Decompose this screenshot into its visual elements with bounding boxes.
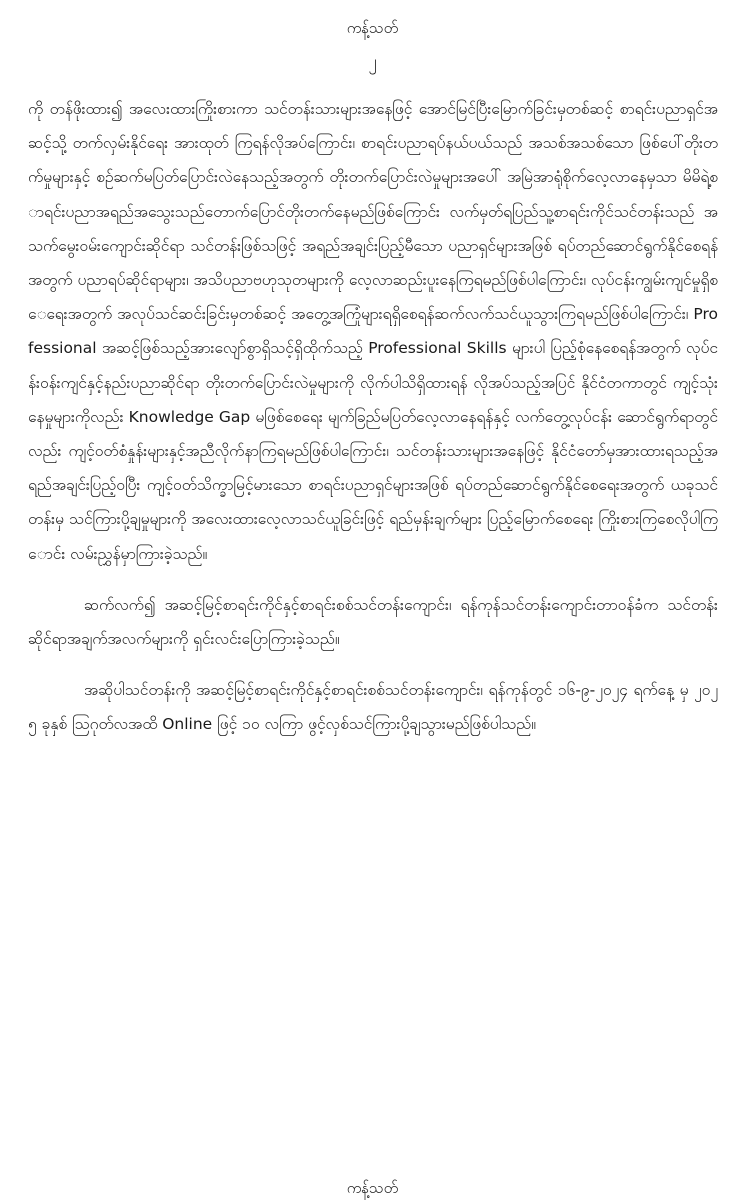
page-number: ၂ <box>368 52 377 72</box>
paragraph-1: ကို တန်ဖိုးထား၍ အလေးထားကြိုးစားကာ သင်တန်းသားများအနေဖြင့် အောင်မြင်ပြီးမြောက်ခြင်းမှတစ်ဆင့် စာရင်းပညာရှင်အဆင့်သို့ တက်လှမ်းနိုင်ရေး အားထုတ် ကြရန်လိုအပ်ကြောင်း၊ စာရင်းပညာရပ်နယ်ပယ်သည် အသစ်အသစ်သော ဖြစ်ပေါ်တိုးတက်မှုများနှင့် စဉ်ဆက်မပြတ်ပြောင်းလဲနေသည့်အတွက် တိုးတက်ပြောင်းလဲမှုများအပေါ် အမြဲအာရုံစိုက်လေ့လာနေမှသာ မိမိရဲ့စာရင်းပညာအရည်အသွေးသည်တောက်ပြောင်တိုးတက်နေမည်ဖြစ်ကြောင်း လက်မှတ်ရပြည်သူ့စာရင်းကိုင်သင်တန်းသည် အသက်မွေးဝမ်းကျောင်းဆိုင်ရာ သင်တန်းဖြစ်သဖြင့် အရည်အချင်းပြည့်မီသော ပညာရှင်များအဖြစ် ရပ်တည်ဆောင်ရွက်နိုင်စေရန်အတွက် ပညာရပ်ဆိုင်ရာများ၊ အသိပညာဗဟုသုတများကို လေ့လာဆည်းပူးနေကြရမည်ဖြစ်ပါကြောင်း၊ လုပ်ငန်းကျွမ်းကျင်မှုရှိစေရေးအတွက် အလုပ်သင်ဆင်းခြင်းမှတစ်ဆင့် အတွေ့အကြုံများရရှိစေရန်ဆက်လက်သင်ယူသွားကြရမည်ဖြစ်ပါကြောင်း၊ Professional အဆင့်ဖြစ်သည့်အားလျော်စွာရှိသင့်ရှိထိုက်သည့် Professional Skills များပါ ပြည့်စုံနေစေရန်အတွက် လုပ်ငန်းဝန်းကျင်နှင့်နည်းပညာဆိုင်ရာ တိုးတက်ပြောင်းလဲမှုများကို လိုက်ပါသိရှိထားရန် လိုအပ်သည့်အပြင် နိုင်ငံတကာတွင် ကျင့်သုံးနေမှုများကိုလည်း Knowledge Gap မဖြစ်စေရေး မျက်ခြည်မပြတ်လေ့လာနေရန်နှင့် လက်တွေ့လုပ်ငန်း ဆောင်ရွက်ရာတွင်လည်း ကျင့်ဝတ်စံနှုန်းများနှင့်အညီလိုက်နာကြရမည်ဖြစ်ပါကြောင်း၊ သင်တန်းသားများအနေဖြင့် နိုင်ငံတော်မှအားထားရသည့်အရည်အချင်းပြည့်ဝပြီး ကျင့်ဝတ်သိက္ခာမြင့်မားသော စာရင်းပညာရှင်များအဖြစ် ရပ်တည်ဆောင်ရွက်နိုင်စေရေးအတွက် ယခုသင်တန်းမှ သင်ကြားပို့ချမှုများကို အလေးထားလေ့လာသင်ယူခြင်းဖြင့် ရည်မှန်းချက်များ ပြည့်မြောက်စေရေး ကြိုးစားကြစေလိုပါကြောင်း လမ်းညွှန်မှာကြားခဲ့သည်။ <box>28 100 718 563</box>
restricted-footer: ကန့်သတ် <box>346 1179 399 1197</box>
body-text <box>28 92 718 742</box>
paragraph-2: ဆက်လက်၍ အဆင့်မြင့်စာရင်းကိုင်နှင့်စာရင်းစစ်သင်တန်းကျောင်း၊ ရန်ကုန်သင်တန်းကျောင်းတာဝန်ခံက သင်တန်းဆိုင်ရာအချက်အလက်များကို ရှင်းလင်းပြောကြားခဲ့သည်။ <box>28 595 718 649</box>
restricted-header: ကန့်သတ် <box>346 19 399 37</box>
paragraph-3: အဆိုပါသင်တန်းကို အဆင့်မြင့်စာရင်းကိုင်နှင့်စာရင်းစစ်သင်တန်းကျောင်း၊ ရန်ကုန်တွင် ၁၆-၉-၂၀၂၄ ရက်နေ့ မှ ၂၀၂၅ ခုနှစ် ဩဂုတ်လအထိ Online ဖြင့် ၁၀ လကြာ ဖွင့်လှစ်သင်ကြားပို့ချသွားမည်ဖြစ်ပါသည်။ <box>28 681 718 734</box>
